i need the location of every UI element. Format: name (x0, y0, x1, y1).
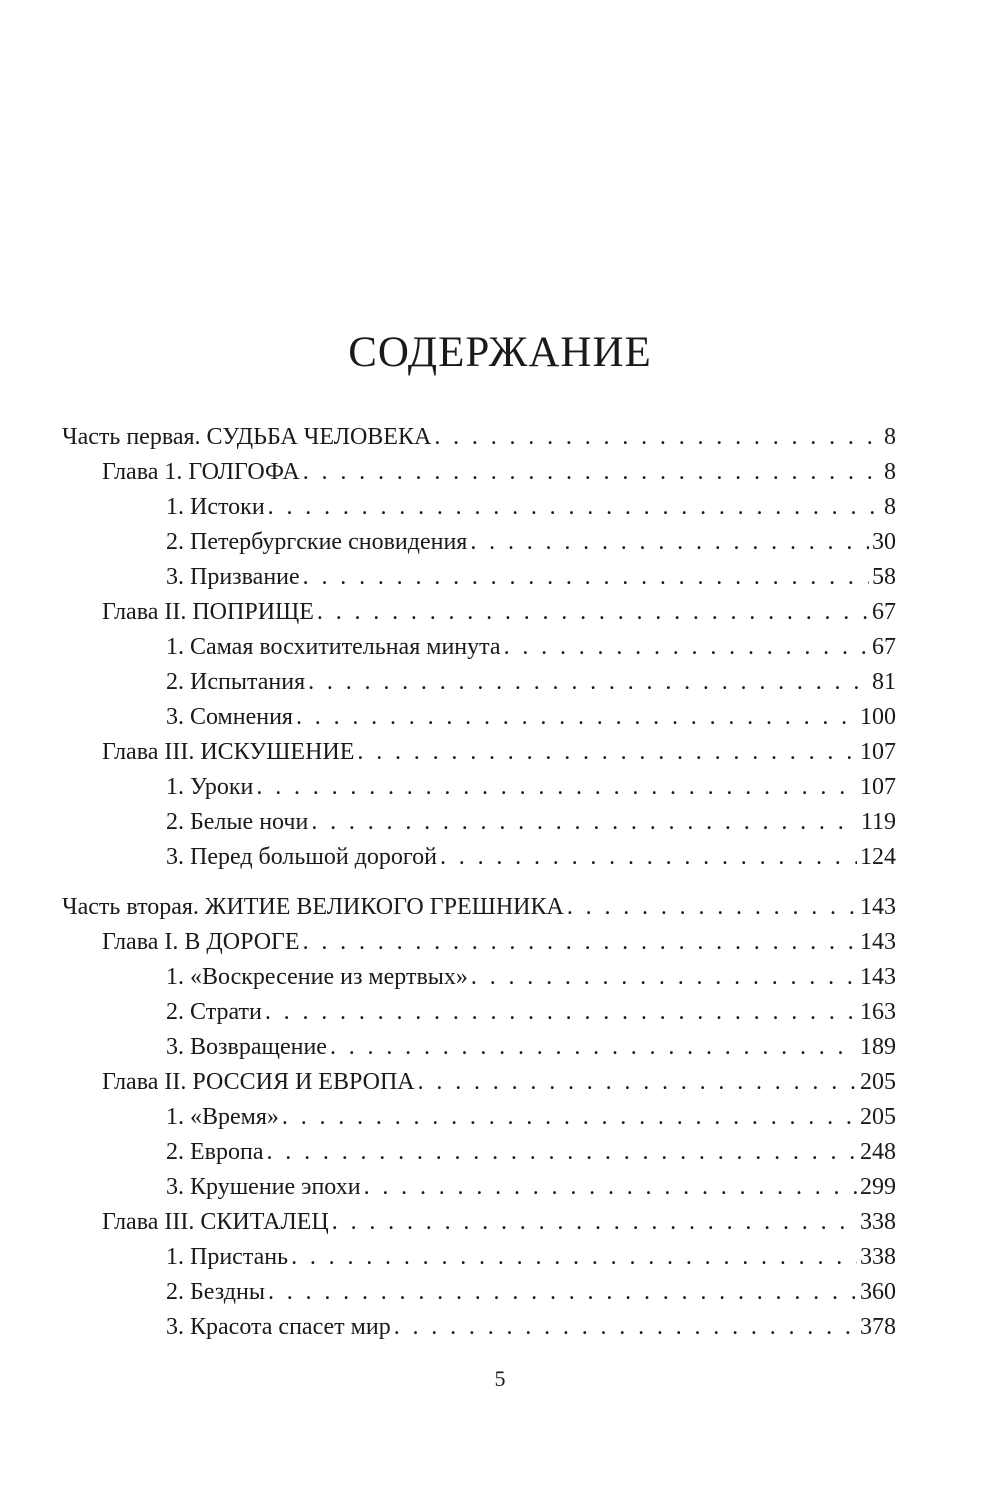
dot-leader (296, 700, 857, 735)
toc-chapter-entry (62, 925, 896, 960)
dot-leader (303, 925, 857, 960)
toc-entry-page: 143 (860, 964, 896, 990)
toc-entry-page: 248 (860, 1139, 896, 1165)
toc-chapter-entry (62, 1065, 896, 1100)
toc-entry-title: 2. Страти (166, 999, 262, 1025)
toc-part-entry (62, 420, 896, 455)
dot-leader (308, 665, 869, 700)
toc-entry-page: 205 (860, 1104, 896, 1130)
toc-entry-page: 163 (860, 999, 896, 1025)
toc-entry-page: 107 (860, 739, 896, 765)
toc-entry-page: 67 (872, 599, 896, 625)
toc-section-entry (62, 665, 896, 700)
toc-entry-page: 338 (860, 1209, 896, 1235)
dot-leader (364, 1170, 857, 1205)
toc-section-entry (62, 1135, 896, 1170)
toc-section-entry (62, 1030, 896, 1065)
toc-chapter-entry (62, 595, 896, 630)
toc-chapter-entry (62, 1205, 896, 1240)
dot-leader (418, 1065, 857, 1100)
toc-entry-page: 30 (872, 529, 896, 555)
toc-entry-title: Глава 1. ГОЛГОФА (102, 459, 300, 485)
toc-section-entry (62, 700, 896, 735)
toc-entry-page: 299 (860, 1174, 896, 1200)
toc-entry-title: Глава II. РОССИЯ И ЕВРОПА (102, 1069, 415, 1095)
dot-leader (282, 1100, 857, 1135)
dot-leader (291, 1240, 857, 1275)
dot-leader (357, 735, 857, 770)
toc-entry-page: 67 (872, 634, 896, 660)
toc-section-entry (62, 1170, 896, 1205)
toc-entry-page: 8 (884, 494, 896, 520)
dot-leader (471, 960, 857, 995)
page-title: СОДЕРЖАНИЕ (348, 329, 652, 376)
toc-part-entry (62, 890, 896, 925)
toc-section-entry (62, 1100, 896, 1135)
toc-entry-page: 8 (884, 459, 896, 485)
toc-section-entry (62, 1240, 896, 1275)
toc-entry-title: 3. Красота спасет мир (166, 1314, 391, 1340)
toc-entry-page: 205 (860, 1069, 896, 1095)
table-of-contents (62, 420, 896, 1345)
dot-leader (330, 1030, 857, 1065)
toc-entry-page: 124 (860, 844, 896, 870)
toc-entry-title: 3. Сомнения (166, 704, 293, 730)
toc-entry-title: 1. «Время» (166, 1104, 279, 1130)
dot-leader (303, 455, 881, 490)
dot-leader (470, 525, 869, 560)
toc-section-entry (62, 490, 896, 525)
dot-leader (434, 420, 881, 455)
dot-leader (332, 1205, 857, 1240)
toc-section-entry (62, 805, 896, 840)
toc-entry-page: 100 (860, 704, 896, 730)
toc-section-entry (62, 525, 896, 560)
toc-entry-page: 360 (860, 1279, 896, 1305)
toc-entry-page: 119 (860, 809, 896, 835)
toc-entry-page: 107 (860, 774, 896, 800)
toc-entry-title: 2. Европа (166, 1139, 264, 1165)
toc-entry-page: 8 (884, 424, 896, 450)
toc-entry-page: 58 (872, 564, 896, 590)
toc-entry-title: 3. Призвание (166, 564, 300, 590)
toc-entry-title: 1. Пристань (166, 1244, 289, 1270)
toc-entry-page: 338 (860, 1244, 896, 1270)
toc-entry-page: 378 (860, 1314, 896, 1340)
toc-entry-title: Часть первая. СУДЬБА ЧЕЛОВЕКА (62, 424, 432, 450)
toc-entry-title: 1. Истоки (166, 494, 265, 520)
dot-leader (440, 840, 857, 875)
toc-entry-title: Глава I. В ДОРОГЕ (102, 929, 300, 955)
toc-entry-title: Глава III. СКИТАЛЕЦ (102, 1209, 329, 1235)
toc-entry-page: 189 (860, 1034, 896, 1060)
toc-entry-page: 143 (860, 929, 896, 955)
toc-chapter-entry (62, 735, 896, 770)
dot-leader (394, 1310, 857, 1345)
toc-section-entry (62, 630, 896, 665)
toc-entry-title: 1. «Воскресение из мертвых» (166, 964, 468, 990)
toc-entry-title: Глава II. ПОПРИЩЕ (102, 599, 314, 625)
page-number: 5 (494, 1366, 506, 1391)
toc-entry-title: 3. Возвращение (166, 1034, 327, 1060)
dot-leader (268, 1275, 857, 1310)
toc-entry-title: 1. Уроки (166, 774, 254, 800)
toc-entry-title: 2. Петербургские сновидения (166, 529, 468, 555)
toc-section-entry (62, 1310, 896, 1345)
toc-chapter-entry (62, 455, 896, 490)
dot-leader (268, 490, 881, 525)
toc-entry-title: Часть вторая. ЖИТИЕ ВЕЛИКОГО ГРЕШНИКА (62, 894, 564, 920)
dot-leader (311, 805, 858, 840)
dot-leader (265, 995, 857, 1030)
toc-section-entry (62, 1275, 896, 1310)
dot-leader (256, 770, 857, 805)
toc-entry-page: 81 (872, 669, 896, 695)
toc-entry-title: 2. Бездны (166, 1279, 265, 1305)
toc-entry-title: 1. Самая восхитительная минута (166, 634, 501, 660)
toc-section-entry (62, 995, 896, 1030)
toc-entry-title: 3. Крушение эпохи (166, 1174, 361, 1200)
toc-section-entry (62, 840, 896, 875)
toc-entry-title: 2. Белые ночи (166, 809, 309, 835)
toc-entry-title: 2. Испытания (166, 669, 306, 695)
toc-section-entry (62, 770, 896, 805)
toc-entry-title: Глава III. ИСКУШЕНИЕ (102, 739, 355, 765)
toc-section-entry (62, 560, 896, 595)
dot-leader (303, 560, 869, 595)
dot-leader (317, 595, 869, 630)
toc-entry-page: 143 (860, 894, 896, 920)
toc-entry-title: 3. Перед большой дорогой (166, 844, 437, 870)
toc-section-entry (62, 960, 896, 995)
dot-leader (504, 630, 869, 665)
dot-leader (267, 1135, 858, 1170)
dot-leader (567, 890, 857, 925)
